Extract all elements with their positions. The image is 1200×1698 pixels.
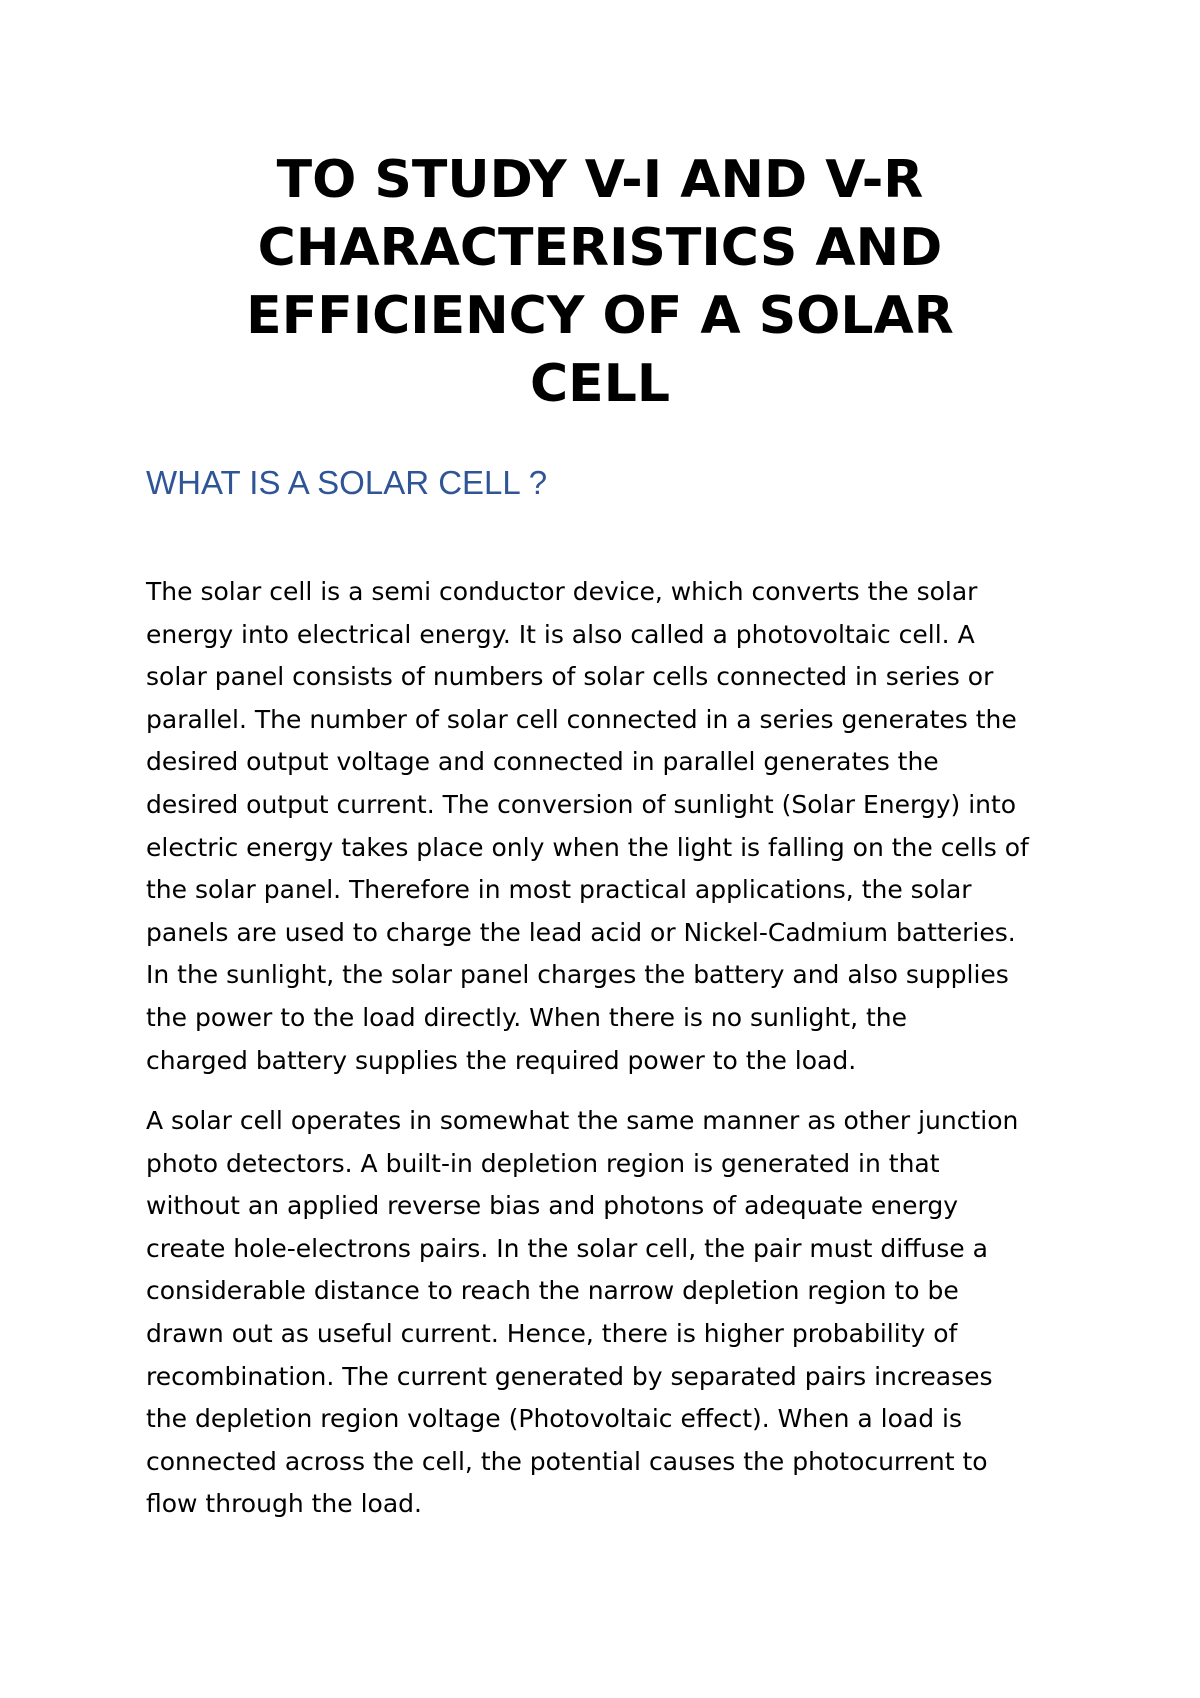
paragraph-line: the power to the load directly. When there is no sunlight, the bbox=[146, 1002, 907, 1032]
paragraph-line: desired output current. The conversion of sunlight (Solar Energy) into bbox=[146, 789, 1017, 819]
paragraph-line: parallel. The number of solar cell connected in a series generates the bbox=[146, 704, 1017, 734]
paragraph-line: In the sunlight, the solar panel charges the battery and also supplies bbox=[146, 960, 1009, 990]
paragraph-line: panels are used to charge the lead acid or Nickel-Cadmium batteries. bbox=[146, 917, 1016, 947]
paragraph-line: connected across the cell, the potential causes the photocurrent to bbox=[146, 1446, 988, 1476]
paragraph-line: charged battery supplies the required power to the load. bbox=[146, 1045, 857, 1075]
title-line: TO STUDY V-I AND V-R bbox=[276, 150, 924, 210]
title-line: EFFICIENCY OF A SOLAR bbox=[246, 286, 954, 346]
paragraph-line: without an applied reverse bias and photons of adequate energy bbox=[146, 1191, 958, 1221]
paragraph-solar-cell-definition bbox=[146, 571, 1066, 1082]
section-heading: WHAT IS A SOLAR CELL ? bbox=[146, 464, 548, 501]
title-line: CHARACTERISTICS AND bbox=[257, 218, 943, 278]
paragraph-line: recombination. The current generated by separated pairs increases bbox=[146, 1361, 993, 1391]
document-title bbox=[145, 146, 1055, 418]
paragraph-line: flow through the load. bbox=[146, 1489, 422, 1519]
paragraph-solar-cell-operation bbox=[146, 1100, 1066, 1526]
paragraph-line: solar panel consists of numbers of solar cells connected in series or bbox=[146, 662, 994, 692]
paragraph-line: desired output voltage and connected in parallel generates the bbox=[146, 747, 939, 777]
paragraph-line: the depletion region voltage (Photovoltaic effect). When a load is bbox=[146, 1404, 963, 1434]
paragraph-line: drawn out as useful current. Hence, there is higher probability of bbox=[146, 1318, 958, 1348]
paragraph-line: considerable distance to reach the narrow depletion region to be bbox=[146, 1276, 959, 1306]
paragraph-line: energy into electrical energy. It is also called a photovoltaic cell. A bbox=[146, 619, 975, 649]
title-line: CELL bbox=[530, 354, 670, 414]
paragraph-line: the solar panel. Therefore in most practical applications, the solar bbox=[146, 875, 972, 905]
paragraph-line: photo detectors. A built-in depletion region is generated in that bbox=[146, 1148, 940, 1178]
paragraph-line: create hole-electrons pairs. In the solar cell, the pair must diffuse a bbox=[146, 1233, 988, 1263]
paragraph-line: The solar cell is a semi conductor device, which converts the solar bbox=[146, 577, 978, 606]
paragraph-line: A solar cell operates in somewhat the same manner as other junction bbox=[146, 1106, 1019, 1135]
paragraph-line: electric energy takes place only when the light is falling on the cells of bbox=[146, 832, 1029, 862]
